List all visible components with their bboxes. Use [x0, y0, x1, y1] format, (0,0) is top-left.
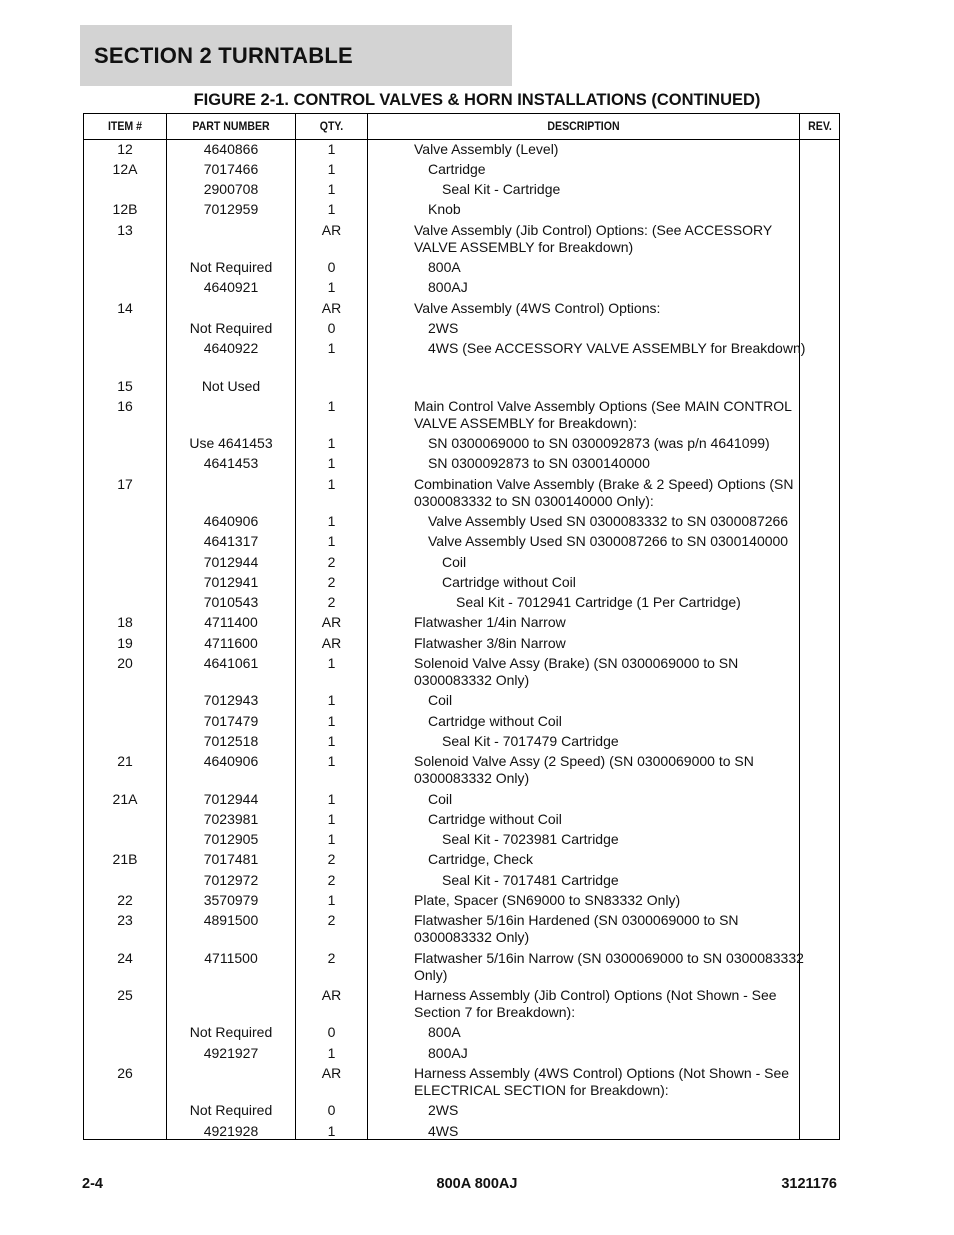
item-cell: 19 — [117, 635, 133, 651]
description-cell: Seal Kit - 7017479 Cartridge — [442, 733, 619, 749]
part-number-cell: Not Required — [189, 259, 273, 275]
part-number-cell: Not Used — [201, 378, 261, 394]
description-cell: 2WS — [428, 1102, 459, 1118]
item-cell: 13 — [117, 222, 133, 238]
description-cell: Harness Assembly (4WS Control) Options (Not Shown - See ELECTRICAL SECTION for Breakdown): — [414, 1065, 790, 1098]
qty-cell: AR — [321, 1065, 342, 1081]
description-cell: Cartridge, Check — [428, 851, 534, 867]
qty-cell: AR — [321, 300, 342, 316]
item-cell: 12 — [117, 141, 133, 157]
qty-cell: 2 — [327, 594, 336, 610]
description-cell: Knob — [428, 201, 461, 217]
part-number-cell: 4711600 — [204, 635, 258, 651]
description-cell: Flatwasher 1/4in Narrow — [414, 614, 566, 630]
description-cell: Valve Assembly Used SN 0300087266 to SN 0300140000 — [428, 533, 789, 549]
section-banner — [80, 25, 512, 86]
part-number-cell: 4640906 — [203, 513, 259, 529]
description-cell: Cartridge without Coil — [428, 811, 562, 827]
qty-cell: 1 — [327, 398, 336, 414]
part-number-cell: 7012959 — [203, 201, 259, 217]
column-header-qty: QTY. — [319, 119, 344, 133]
qty-cell: AR — [321, 614, 342, 630]
item-cell: 15 — [117, 378, 133, 394]
part-number-cell: 4711400 — [204, 614, 258, 630]
description-cell: 2WS — [428, 320, 459, 336]
qty-cell: 0 — [327, 320, 336, 336]
qty-cell: 1 — [327, 279, 336, 295]
qty-cell: 1 — [327, 435, 336, 451]
part-number-cell: 7023981 — [203, 811, 259, 827]
part-number-cell: 7012943 — [203, 692, 259, 708]
description-cell: Flatwasher 5/16in Hardened (SN 0300069000 to SN 0300083332 Only) — [414, 912, 739, 945]
qty-cell: 2 — [327, 872, 336, 888]
description-cell: Main Control Valve Assembly Options (See MAIN CONTROL VALVE ASSEMBLY for Breakdown): — [414, 398, 792, 431]
description-cell: Flatwasher 5/16in Narrow (SN 0300069000 to SN 0300083332 Only) — [414, 950, 804, 983]
qty-cell: 0 — [327, 259, 336, 275]
qty-cell: 1 — [327, 455, 336, 471]
qty-cell: 2 — [327, 851, 336, 867]
column-divider — [367, 114, 368, 1139]
qty-cell: AR — [321, 635, 342, 651]
description-cell: 4WS — [428, 1123, 459, 1139]
qty-cell: 1 — [327, 181, 336, 197]
column-header-rev: REV. — [808, 119, 832, 133]
qty-cell: AR — [321, 987, 342, 1003]
qty-cell: 1 — [327, 340, 336, 356]
qty-cell: 1 — [327, 1123, 336, 1139]
item-cell: 24 — [117, 950, 133, 966]
qty-cell: AR — [321, 222, 342, 238]
description-cell: Combination Valve Assembly (Brake & 2 Speed) Options (SN 0300083332 to SN 0300140000 Only): — [414, 476, 794, 509]
qty-cell: 2 — [327, 574, 336, 590]
qty-cell: 1 — [327, 141, 336, 157]
description-cell: SN 0300092873 to SN 0300140000 — [428, 455, 650, 471]
description-cell: 800A — [428, 259, 461, 275]
part-number-cell: 4640906 — [203, 753, 259, 769]
part-number-cell: 4641061 — [203, 655, 259, 671]
item-cell: 21B — [112, 851, 138, 867]
part-number-cell: 7012941 — [203, 574, 259, 590]
item-cell: 18 — [117, 614, 133, 630]
description-cell: Seal Kit - 7023981 Cartridge — [442, 831, 619, 847]
part-number-cell: 4641317 — [203, 533, 259, 549]
part-number-cell: 4921928 — [203, 1123, 259, 1139]
model-label: 800A 800AJ — [436, 1176, 518, 1192]
description-cell: Cartridge — [428, 161, 486, 177]
qty-cell: 1 — [327, 753, 336, 769]
qty-cell: 1 — [327, 533, 336, 549]
part-number-cell: 4640922 — [203, 340, 259, 356]
qty-cell: 1 — [327, 831, 336, 847]
description-cell: 800AJ — [428, 1045, 468, 1061]
part-number-cell: Use 4641453 — [189, 435, 273, 451]
description-cell: Valve Assembly (Jib Control) Options: (See ACCESSORY VALVE ASSEMBLY for Breakdown) — [414, 222, 772, 255]
description-cell: Solenoid Valve Assy (2 Speed) (SN 0300069000 to SN 0300083332 Only) — [414, 753, 754, 786]
part-number-cell: 4640921 — [203, 279, 259, 295]
qty-cell: 1 — [327, 733, 336, 749]
qty-cell: 1 — [327, 161, 336, 177]
description-cell: Flatwasher 3/8in Narrow — [414, 635, 566, 651]
qty-cell: 1 — [327, 811, 336, 827]
column-header-description: DESCRIPTION — [547, 119, 620, 133]
column-header-item: ITEM # — [107, 119, 143, 133]
part-number-cell: 7012972 — [203, 872, 259, 888]
item-cell: 20 — [117, 655, 133, 671]
part-number-cell: 7012944 — [203, 554, 259, 570]
qty-cell: 1 — [327, 713, 336, 729]
document-number: 3121176 — [781, 1176, 837, 1192]
qty-cell: 1 — [327, 692, 336, 708]
item-cell: 21A — [112, 791, 138, 807]
qty-cell: 1 — [327, 513, 336, 529]
description-cell: SN 0300069000 to SN 0300092873 (was p/n 4641099) — [428, 435, 770, 451]
qty-cell: 2 — [327, 554, 336, 570]
description-cell: Valve Assembly (4WS Control) Options: — [414, 300, 661, 316]
part-number-cell: Not Required — [189, 1024, 273, 1040]
description-cell: Cartridge without Coil — [428, 713, 562, 729]
part-number-cell: 7017479 — [203, 713, 259, 729]
section-title: SECTION 2 TURNTABLE — [94, 43, 353, 68]
qty-cell: 1 — [327, 655, 336, 671]
qty-cell: 1 — [327, 791, 336, 807]
item-cell: 23 — [117, 912, 133, 928]
part-number-cell: 4711500 — [204, 950, 258, 966]
figure-title: FIGURE 2-1. CONTROL VALVES & HORN INSTALLATIONS (CONTINUED) — [193, 91, 761, 109]
column-header-part-number: PART NUMBER — [192, 119, 270, 133]
qty-cell: 1 — [327, 892, 336, 908]
item-cell: 12A — [112, 161, 138, 177]
qty-cell: 0 — [327, 1102, 336, 1118]
item-cell: 14 — [117, 300, 133, 316]
part-number-cell: 4640866 — [203, 141, 259, 157]
parts-table — [83, 113, 840, 1140]
page-number: 2-4 — [82, 1176, 103, 1192]
header-divider — [84, 139, 839, 140]
description-cell: 800AJ — [428, 279, 468, 295]
description-cell: Seal Kit - 7012941 Cartridge (1 Per Cartridge) — [456, 594, 741, 610]
part-number-cell: 7017466 — [203, 161, 259, 177]
part-number-cell: 7012905 — [203, 831, 259, 847]
part-number-cell: 7012944 — [203, 791, 259, 807]
description-cell: Coil — [428, 791, 453, 807]
part-number-cell: 3570979 — [203, 892, 259, 908]
part-number-cell: Not Required — [189, 320, 273, 336]
description-cell: 800A — [428, 1024, 461, 1040]
description-cell: Plate, Spacer (SN69000 to SN83332 Only) — [414, 892, 681, 908]
item-cell: 22 — [117, 892, 133, 908]
part-number-cell: 4921927 — [203, 1045, 259, 1061]
qty-cell: 1 — [327, 201, 336, 217]
item-cell: 12B — [112, 201, 138, 217]
part-number-cell: 7010543 — [203, 594, 259, 610]
item-cell: 21 — [117, 753, 133, 769]
description-cell: Cartridge without Coil — [442, 574, 576, 590]
description-cell: Harness Assembly (Jib Control) Options (Not Shown - See Section 7 for Breakdown): — [414, 987, 777, 1020]
part-number-cell: 7012518 — [203, 733, 259, 749]
description-cell: Solenoid Valve Assy (Brake) (SN 0300069000 to SN 0300083332 Only) — [414, 655, 739, 688]
item-cell: 26 — [117, 1065, 133, 1081]
part-number-cell: 2900708 — [203, 181, 259, 197]
description-cell: 4WS (See ACCESSORY VALVE ASSEMBLY for Breakdown) — [428, 340, 806, 356]
description-cell: Coil — [428, 692, 453, 708]
item-cell: 25 — [117, 987, 133, 1003]
part-number-cell: Not Required — [189, 1102, 273, 1118]
qty-cell: 1 — [327, 1045, 336, 1061]
part-number-cell: 4641453 — [203, 455, 259, 471]
qty-cell: 2 — [327, 950, 336, 966]
description-cell: Valve Assembly Used SN 0300083332 to SN 0300087266 — [428, 513, 789, 529]
qty-cell: 0 — [327, 1024, 336, 1040]
description-cell: Seal Kit - 7017481 Cartridge — [442, 872, 619, 888]
part-number-cell: 7017481 — [203, 851, 259, 867]
description-cell: Seal Kit - Cartridge — [442, 181, 561, 197]
item-cell: 16 — [117, 398, 133, 414]
item-cell: 17 — [117, 476, 133, 492]
description-cell: Valve Assembly (Level) — [414, 141, 559, 157]
qty-cell: 1 — [327, 476, 336, 492]
part-number-cell: 4891500 — [203, 912, 259, 928]
qty-cell: 2 — [327, 912, 336, 928]
description-cell: Coil — [442, 554, 467, 570]
